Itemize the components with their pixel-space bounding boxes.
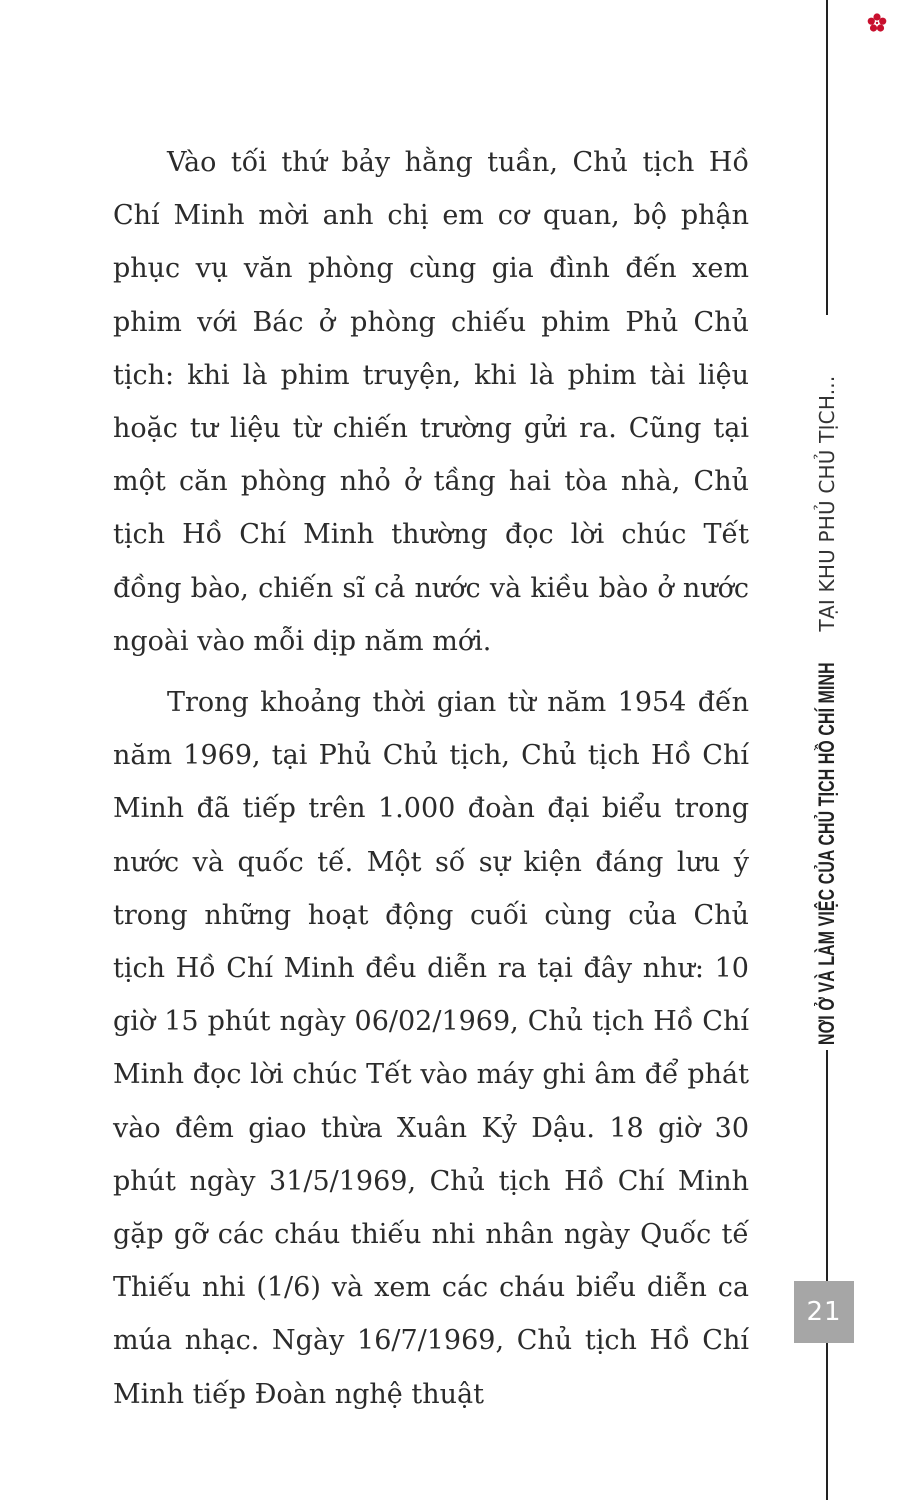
flower-ornament-icon: [866, 12, 888, 34]
page-number-box: [794, 1281, 854, 1343]
paragraph: Vào tối thứ bảy hằng tuần, Chủ tịch Hồ Chí Minh mời anh chị em cơ quan, bộ phận phục vụ văn phòng cùng gia đình đến xem phim với Bác ở phòng chiếu phim Phủ Chủ tịch: khi là phim truyện, khi là phim tài liệu hoặc tư liệu từ chiến trường gửi ra. Cũng tại một căn phòng nhỏ ở tầng hai tòa nhà, Chủ tịch Hồ Chí Minh thường đọc lời chúc Tết đồng bào, chiến sĩ cả nước và kiều bào ở nước ngoài vào mỗi dịp năm mới.: [113, 147, 749, 657]
running-head: [813, 305, 845, 1045]
page-number: 21: [806, 1297, 842, 1327]
body-text: [113, 136, 749, 1421]
paragraph: Trong khoảng thời gian từ năm 1954 đến năm 1969, tại Phủ Chủ tịch, Chủ tịch Hồ Chí Minh đã tiếp trên 1.000 đoàn đại biểu trong nước và quốc tế. Một số sự kiện đáng lưu ý trong những hoạt động cuối cùng của Chủ tịch Hồ Chí Minh đều diễn ra tại đây như: 10 giờ 15 phút ngày 06/02/1969, Chủ tịch Hồ Chí Minh đọc lời chúc Tết vào máy ghi âm để phát vào đêm giao thừa Xuân Kỷ Dậu. 18 giờ 30 phút ngày 31/5/1969, Chủ tịch Hồ Chí Minh gặp gỡ các cháu thiếu nhi nhân ngày Quốc tế Thiếu nhi (1/6) và xem các cháu biểu diễn ca múa nhạc. Ngày 16/7/1969, Chủ tịch Hồ Chí Minh tiếp Đoàn nghệ thuật: [113, 687, 749, 1410]
running-head-subtitle: TẠI KHU PHỦ CHỦ TỊCH...: [815, 375, 839, 632]
running-head-title: NƠI Ở VÀ LÀM VIỆC CỦA CHỦ TỊCH HỒ CHÍ MINH: [814, 662, 839, 1045]
